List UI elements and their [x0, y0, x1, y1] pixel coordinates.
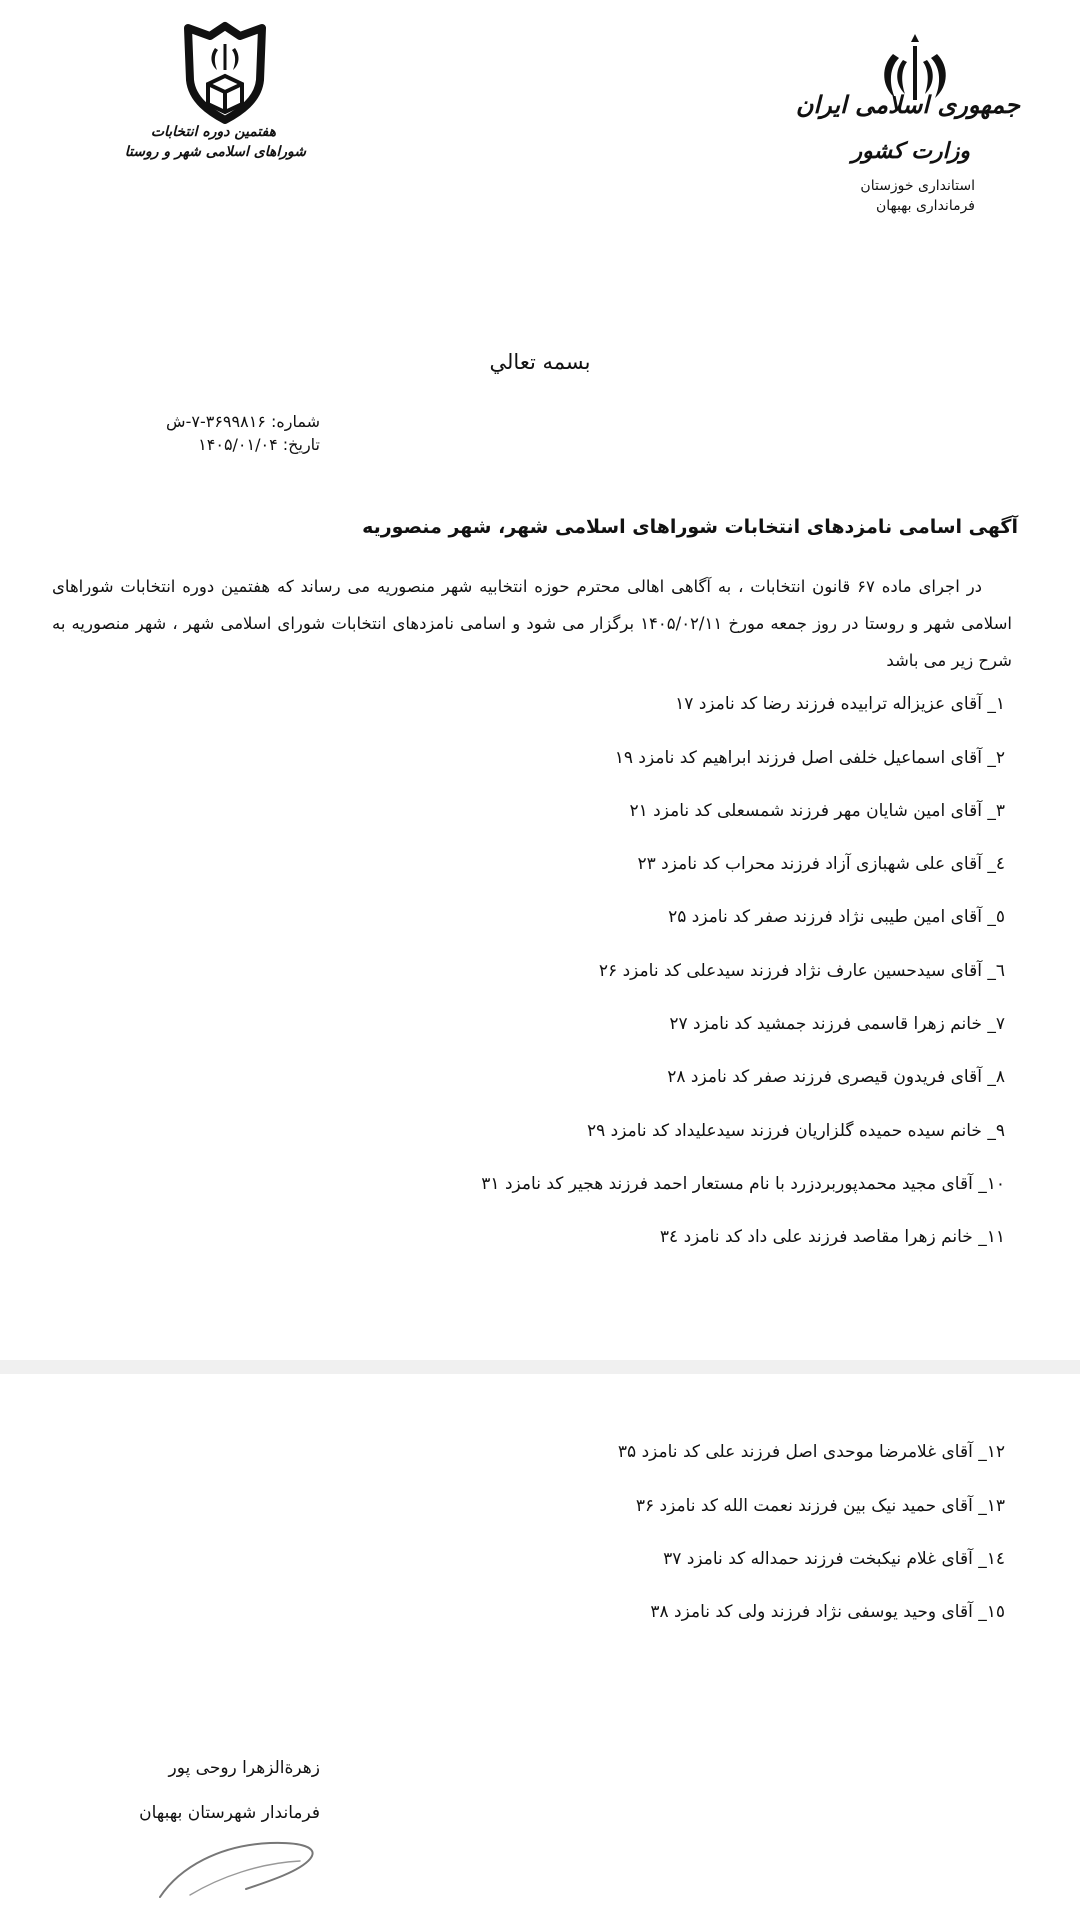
candidate-item: ۸_ آقای فریدون قیصری فرزند صفر کد نامزد ۲۸	[667, 1067, 1005, 1087]
emblem-line1: جمهوری اسلامی ایران	[795, 90, 1020, 119]
page-separator	[0, 1360, 1080, 1374]
document-page-2	[0, 1374, 1080, 1897]
signatory-title: فرماندار شهرستان بهبهان	[139, 1803, 320, 1823]
logo-line1: هفتمین دوره انتخابات	[150, 124, 276, 140]
candidate-item: ۱۱_ خانم زهرا مقاصد فرزند علی داد کد نامزد ۳٤	[659, 1227, 1005, 1247]
candidate-item: ١٤_ آقای غلام نیکبخت فرزند حمداله کد نامزد ۳۷	[663, 1549, 1005, 1569]
bismillah-header: بسمه تعالي	[489, 350, 591, 374]
candidate-item: ۱۰_ آقای مجید محمدپوربردزرد با نام مستعار احمد فرزند هجیر کد نامزد ۳۱	[481, 1174, 1005, 1194]
ballot-box-logo-icon	[160, 20, 290, 130]
emblem-line4: فرمانداری بهبهان	[875, 198, 975, 214]
candidate-item: ۱_ آقای عزیزاله ترابیده فرزند رضا کد نامزد ۱۷	[675, 694, 1005, 714]
candidate-item: ۲_ آقای اسماعیل خلفی اصل فرزند ابراهیم کد نامزد ۱۹	[614, 748, 1005, 768]
candidate-item: ٦_ آقای سیدحسین عارف نژاد فرزند سیدعلی کد نامزد ۲۶	[598, 961, 1005, 981]
announcement-paragraph: در اجرای ماده ۶۷ قانون انتخابات ، به آگاهی اهالی محترم حوزه انتخابیه شهر منصوریه می رساند که هفتمین دوره انتخابات شوراهای اسلامی شهر و روستا در روز جمعه مورخ ۱۴۰۵/۰۲/۱۱ برگزار می شود و اسامی نامزدهای انتخابات شورای اسلامی شهر ، شهر منصوریه به شرح زیر می باشد	[52, 577, 1012, 670]
iran-emblem-icon	[820, 24, 1020, 224]
candidate-item: ٥_ آقای امین طیبی نژاد فرزند صفر کد نامزد ۲۵	[668, 907, 1005, 927]
candidate-item: ٤_ آقای علی شهبازی آزاد فرزند محراب کد نامزد ۲۳	[637, 854, 1005, 874]
candidate-item: ۳_ آقای امین شایان مهر فرزند شمسعلی کد نامزد ۲۱	[629, 801, 1005, 821]
signatory-name: زهرةالزهرا روحی پور	[168, 1758, 320, 1778]
candidate-item: ۱۲_ آقای غلامرضا موحدی اصل فرزند علی کد نامزد ۳۵	[617, 1442, 1005, 1462]
letter-date: تاریخ: ۱۴۰۵/۰۱/۰۴	[198, 435, 320, 454]
emblem-line3: استانداری خوزستان	[860, 178, 975, 194]
candidate-item: ۷_ خانم زهرا قاسمی فرزند جمشید کد نامزد ۲۷	[669, 1014, 1005, 1034]
letter-number: شماره: ۳۶۹۹۸۱۶-۷-ش	[166, 412, 320, 431]
iran-emblem-block	[795, 24, 1020, 224]
candidate-item: ۱٥_ آقای وحید یوسفی نژاد فرزند ولی کد نامزد ۳۸	[650, 1602, 1005, 1622]
page-title: آگهی اسامی نامزدهای انتخابات شوراهای اسلامی شهر، شهر منصوریه	[362, 516, 1018, 538]
emblem-line2: وزارت کشور	[851, 138, 970, 164]
candidate-item: ۱۳_ آقای حمید نیک بین فرزند نعمت الله کد نامزد ۳۶	[635, 1496, 1005, 1516]
logo-line2: شوراهای اسلامی شهر و روستا	[124, 144, 306, 160]
election-logo-block	[124, 20, 306, 180]
candidate-item: ۹_ خانم سیده حمیده گلزاریان فرزند سیدعلیداد کد نامزد ۲۹	[587, 1121, 1005, 1141]
